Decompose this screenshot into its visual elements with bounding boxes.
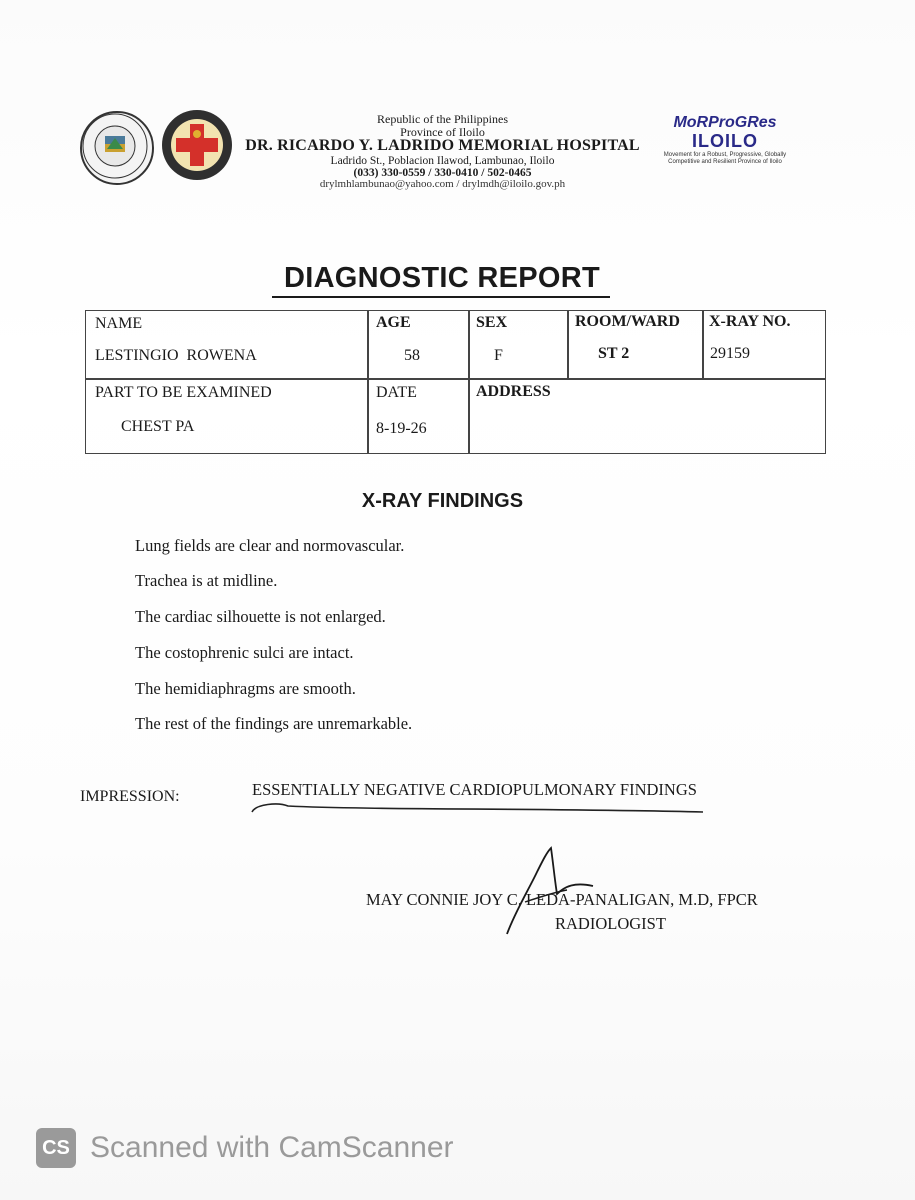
name-label: NAME: [95, 315, 143, 332]
camscanner-logo-icon: CS: [36, 1128, 76, 1168]
sex-value: F: [494, 347, 503, 364]
impression-text: ESSENTIALLY NEGATIVE CARDIOPULMONARY FINDINGS: [252, 780, 697, 799]
hospital-name: DR. RICARDO Y. LADRIDO MEMORIAL HOSPITAL: [245, 137, 640, 155]
finding-item: Lung fields are clear and normovascular.: [135, 536, 405, 555]
finding-item: The rest of the findings are unremarkable.: [135, 714, 413, 733]
province-seal-logo: [80, 111, 154, 185]
hospital-address: Ladrido St., Poblacion Ilawod, Lambunao, Iloilo: [330, 154, 555, 167]
table-row-divider: [85, 378, 826, 380]
radiologist-name: MAY CONNIE JOY C. LEDA-PANALIGAN, M.D, FPCR: [366, 890, 758, 909]
impression-label: IMPRESSION:: [80, 788, 180, 805]
findings-heading: X-RAY FINDINGS: [361, 490, 524, 512]
morprogres-tagline: Movement for a Robust, Progressive, Globally Competitive and Resilient Province of Iloilo: [663, 152, 787, 166]
morprogres-logo: [655, 114, 795, 166]
header-province: Province of Iloilo: [400, 124, 485, 139]
hospital-header: [230, 113, 655, 191]
finding-item: Trachea is at midline.: [135, 571, 278, 590]
patient-info-table: [85, 310, 826, 454]
hospital-emails: drylmhlambunao@yahoo.com / drylmdh@iloilo.gov.ph: [319, 178, 566, 191]
table-col-divider: [367, 310, 369, 454]
hospital-phones: (033) 330-0559 / 330-0410 / 502-0465: [353, 167, 532, 180]
xray-no-label: X-RAY NO.: [709, 313, 791, 330]
xray-no-value: 29159: [710, 345, 750, 362]
morprogres-title: MoRProGRes: [673, 114, 777, 131]
table-col-divider: [468, 310, 470, 454]
room-ward-value: ST 2: [598, 345, 630, 362]
table-col-divider: [702, 310, 704, 378]
address-label: ADDRESS: [476, 383, 551, 400]
table-col-divider: [567, 310, 569, 378]
camscanner-text: Scanned with CamScanner: [90, 1131, 454, 1164]
age-label: AGE: [376, 314, 411, 331]
iloilo-wordmark: ILOILO: [692, 131, 758, 151]
age-value: 58: [404, 347, 420, 364]
impression-underline-mark: [248, 798, 708, 822]
radiologist-title: RADIOLOGIST: [555, 914, 666, 933]
sex-label: SEX: [476, 314, 508, 331]
report-title: DIAGNOSTIC REPORT: [283, 262, 601, 294]
finding-item: The costophrenic sulci are intact.: [135, 643, 354, 662]
finding-item: The cardiac silhouette is not enlarged.: [135, 607, 386, 626]
date-label: DATE: [376, 384, 417, 401]
part-examined-label: PART TO BE EXAMINED: [95, 384, 272, 401]
hospital-seal-logo: [162, 110, 232, 180]
date-value: 8-19-26: [376, 420, 427, 437]
finding-item: The hemidiaphragms are smooth.: [135, 679, 356, 698]
camscanner-watermark: [36, 1124, 454, 1172]
header-republic: Republic of the Philippines: [377, 112, 508, 126]
part-examined-value: CHEST PA: [121, 418, 195, 435]
title-underline: [272, 296, 610, 298]
room-ward-label: ROOM/WARD: [575, 313, 680, 330]
name-value: LESTINGIO ROWENA: [95, 347, 257, 364]
